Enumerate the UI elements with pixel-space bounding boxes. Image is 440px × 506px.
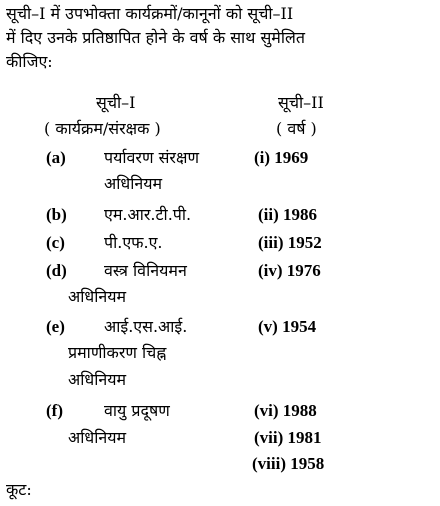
list2-item: (iv) 1976: [258, 261, 321, 280]
list1-item: वायु प्रदूषण: [104, 401, 170, 420]
list2-item: (ii) 1986: [258, 205, 318, 224]
list2-item: (viii) 1958: [252, 454, 325, 473]
list2-item: (v) 1954: [258, 317, 317, 336]
list1-subtitle: ( कार्यक्रम/संरक्षक ): [44, 119, 161, 138]
item-label: (f): [46, 401, 63, 420]
item-label: (a): [46, 148, 66, 167]
item-label: (c): [46, 233, 65, 252]
list1-item: वस्त्र विनियमन: [104, 261, 187, 280]
item-label: (b): [46, 205, 67, 224]
intro-line: कीजिए:: [6, 52, 53, 71]
list1-item: पी.एफ.ए.: [104, 233, 163, 252]
list1-item-cont: प्रमाणीकरण चिह्न: [68, 343, 167, 362]
list1-item-cont: अधिनियम: [68, 370, 127, 389]
list1-title: सूची–I: [96, 93, 136, 112]
item-label: (d): [46, 261, 67, 280]
intro-line: सूची–I में उपभोक्ता कार्यक्रमों/कानूनों को सूची–II: [6, 4, 294, 23]
codes-label: कूट:: [6, 480, 32, 499]
list2-item: (iii) 1952: [258, 233, 322, 252]
intro-line: में दिए उनके प्रतिष्ठापित होने के वर्ष के साथ सुमेलित: [6, 28, 305, 47]
list1-item-cont: अधिनियम: [104, 174, 163, 193]
list1-item-cont: अधिनियम: [68, 287, 127, 306]
list1-item: एम.आर.टी.पी.: [104, 205, 192, 224]
list1-item-cont: अधिनियम: [68, 428, 127, 447]
list1-item: पर्यावरण संरक्षण: [104, 148, 200, 167]
list2-item: (vi) 1988: [254, 401, 317, 420]
item-label: (e): [46, 317, 65, 336]
list2-item: (i) 1969: [254, 148, 309, 167]
list2-item: (vii) 1981: [254, 428, 322, 447]
list2-subtitle: ( वर्ष ): [276, 119, 317, 138]
list1-item: आई.एस.आई.: [104, 317, 188, 336]
question-intro: [6, 2, 440, 74]
list2-title: सूची–II: [278, 93, 324, 112]
